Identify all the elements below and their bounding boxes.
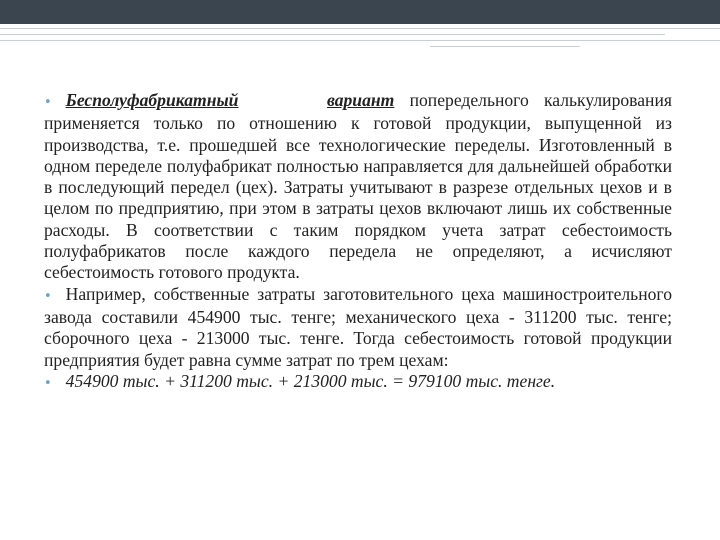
slide-top-bar [0,0,720,24]
bullet-paragraph-3 [44,371,672,394]
paragraph-3-formula: 454900 тыс. + 311200 тыс. + 213000 тыс. = 979100 тыс. тенге. [65,370,556,391]
term-bespolufabrikatny: Бесполуфабрикатный [65,90,239,110]
bullet-paragraph-1 [44,90,672,284]
slide-body [44,90,672,394]
bullet-paragraph-2 [44,284,672,371]
paragraph-2-text: Например, собственные затраты заготовительного цеха машиностроительного завода составили 454900 тыс. тенге; механического цеха - 311200 тыс. тенге; сборочного цеха - 213000 тыс. тенге. Тогда себестоимость готовой продукции предприятия будет равна сумме затрат по трем цехам: [44,283,672,370]
bullet-icon: • [44,375,52,391]
decorative-stripes [0,24,720,48]
paragraph-1-text: попередельного калькулирования применяется только по отношению к готовой продукции, выпущенной из производства, т.е. прошедшей все технологические переделы. Изготовленный в одном переделе полуфабрикат полностью направляется для дальнейшей обработки в последующий передел (цех). Затраты учитывают в разрезе отдельных цехов и в целом по предприятию, при этом в затраты цехов включают лишь их собственные расходы. В соответствии с таким порядком учета затрат себестоимость полуфабрикатов после каждого передела не определяют, а исчисляют себестоимость готового продукта. [44,90,672,283]
bullet-icon: • [44,288,52,304]
term-variant: вариант [326,90,395,110]
bullet-icon: • [44,95,52,110]
